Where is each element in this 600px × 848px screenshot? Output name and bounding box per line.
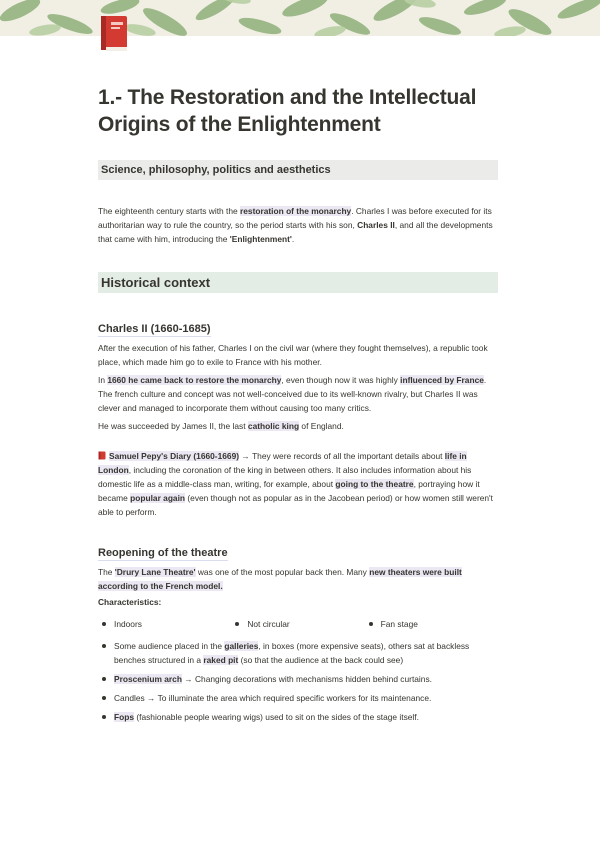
text: was one of the most popular back then. Many: [195, 567, 370, 577]
highlight: Proscenium arch: [114, 674, 182, 684]
text: In: [98, 375, 108, 385]
bold-text: 'Enlightenment': [229, 234, 292, 244]
list-item: [98, 691, 498, 705]
list-item: [98, 672, 498, 686]
highlight: 'Drury Lane Theatre': [114, 567, 196, 577]
characteristics-columns: [98, 617, 498, 631]
paragraph: [98, 419, 498, 433]
subtitle-callout: Science, philosophy, politics and aesthetics: [98, 160, 498, 180]
list-item: [365, 617, 498, 631]
text: , and all the developments that came with him, introducing the: [98, 220, 493, 244]
bullet-icon: [102, 677, 106, 681]
paragraph: After the execution of his father, Charles I on the civil war (where they fought themselves), a republic took place, which made him go to exile to France with his mother.: [98, 343, 488, 367]
book-icon: [98, 451, 106, 460]
highlight: catholic king: [247, 421, 300, 431]
pepys-paragraph: [98, 449, 498, 519]
bullet-icon: [102, 622, 106, 626]
heading-historical-context: Historical context: [98, 272, 498, 293]
list-item-text: Not circular: [247, 619, 290, 629]
highlight: popular again: [130, 493, 186, 503]
bullet-icon: [102, 715, 106, 719]
text: , even though now it was highly: [281, 375, 401, 385]
heading-charles: Charles II (1660-1685): [98, 323, 211, 335]
leaf-pattern: [0, 0, 600, 36]
text: (even though not as popular as in the Jacobean period) or how women still weren't able to perform.: [98, 493, 493, 517]
text: .: [291, 234, 295, 244]
highlight: galleries: [224, 641, 259, 651]
text: (so that the audience at the back could see): [238, 655, 404, 665]
characteristics-label: Characteristics:: [98, 597, 162, 607]
highlight: life in London: [98, 451, 467, 475]
page-content: [98, 84, 498, 729]
bold-text: Charles II: [357, 220, 395, 230]
section-charles: [98, 319, 498, 433]
list-item: [98, 639, 498, 667]
list-item: [98, 710, 498, 724]
text: They were records of all the important details about: [252, 451, 445, 461]
section-theatre: [98, 543, 498, 724]
highlight: going to the theatre: [335, 479, 414, 489]
text: Some audience placed in the: [114, 641, 225, 651]
bullet-icon: [235, 622, 239, 626]
characteristics-list: [98, 639, 498, 724]
paragraph: [98, 565, 498, 593]
list-item: [231, 617, 364, 631]
highlight: Samuel Pepy's Diary (1660-1669): [109, 451, 240, 461]
list-item-text: Fan stage: [380, 619, 418, 629]
arrow: →: [239, 451, 253, 461]
text: The eighteenth century starts with the: [98, 206, 240, 216]
text: . Charles I was before executed for its authoritarian way to rule the country, so the period starts with his son,: [98, 206, 492, 230]
cover-banner: [0, 0, 600, 36]
text: of England.: [299, 421, 344, 431]
highlight: 1660 he came back to restore the monarchy: [107, 375, 282, 385]
highlight: new theaters were built according to the French model.: [98, 567, 462, 591]
text: → Changing decorations with mechanisms hidden behind curtains.: [181, 674, 432, 684]
highlight: influenced by France: [400, 375, 484, 385]
text: , portraying how it became: [98, 479, 480, 503]
text: He was succeeded by James II, the last: [98, 421, 248, 431]
bullet-icon: [102, 644, 106, 648]
text: , in boxes (more expensive seats), others sat at backless benches structured in a: [114, 641, 470, 665]
paragraph: [98, 373, 498, 415]
highlight: raked pit: [203, 655, 239, 665]
page-title: 1.- The Restoration and the Intellectual Origins of the Enlightenment: [98, 86, 477, 136]
highlight: restoration of the monarchy: [240, 206, 352, 216]
highlight: Fops: [114, 712, 135, 722]
text: The: [98, 567, 115, 577]
heading-theatre: Reopening of the theatre: [98, 547, 228, 559]
text: . The french culture and concept was not well-conceived due to its well-known rivalry, but Charles II was clever and managed to incorporate them without causing too many critics.: [98, 375, 487, 413]
bullet-icon: [102, 696, 106, 700]
list-item: [98, 617, 231, 631]
text: (fashionable people wearing wigs) used to sit on the sides of the stage itself.: [134, 712, 419, 722]
text: , including the coronation of the king in between others. It also includes information about his domestic life as a middle-class man, writing, for example, about: [98, 465, 472, 489]
text: Candles → To illuminate the area which required specific workers for its maintenance.: [114, 693, 432, 703]
list-item-text: Indoors: [114, 619, 142, 629]
book-icon: [98, 14, 132, 54]
bullet-icon: [369, 622, 373, 626]
intro-paragraph: [98, 204, 498, 246]
